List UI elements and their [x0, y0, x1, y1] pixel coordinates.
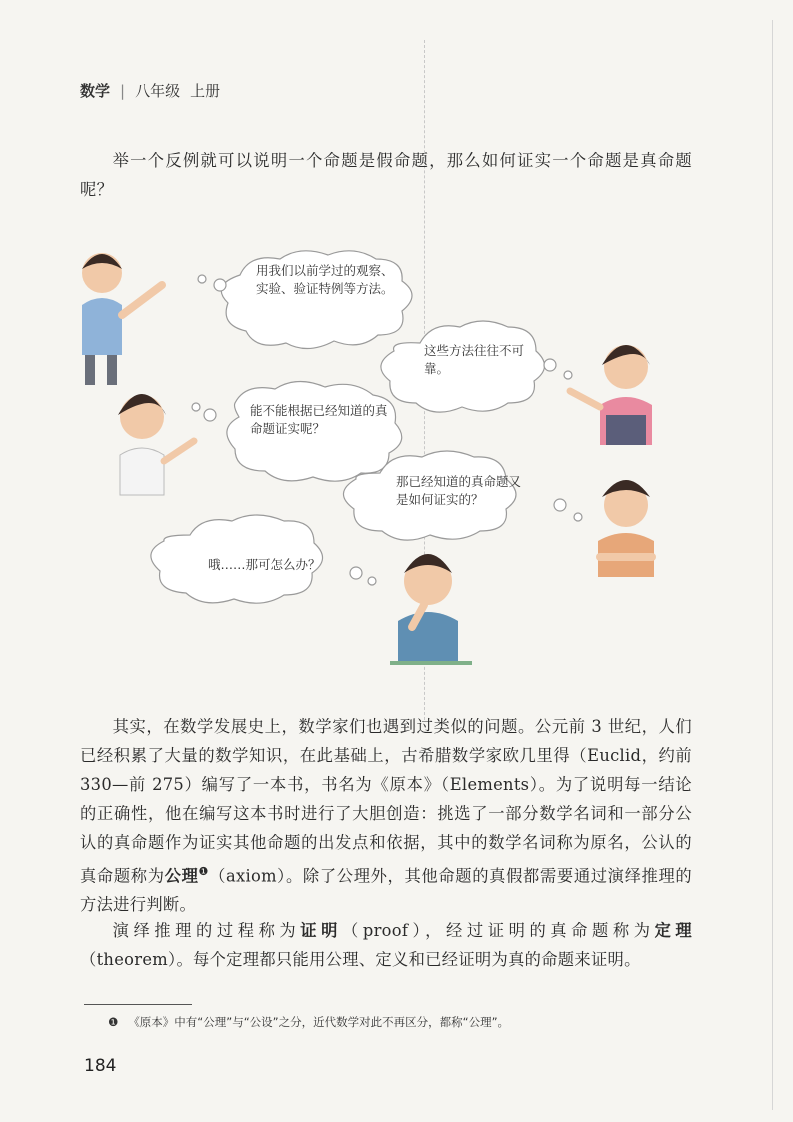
footnote-text: 《原本》中有“公理”与“公设”之分，近代数学对此不再区分，都称“公理”。 [128, 1015, 510, 1029]
header-volume: 上册 [190, 82, 221, 100]
student-girl-2 [118, 394, 194, 495]
bubble-text-4: 那已经知道的真命题又是如何证实的？ [396, 474, 522, 507]
term-axiom: 公理 [164, 866, 199, 886]
footnote-mark-bottom: ❶ [108, 1015, 119, 1029]
bubble-dot [574, 513, 582, 521]
footnote-mark: ❶ [198, 865, 210, 878]
intro-paragraph: 举一个反例就可以说明一个命题是假命题，那么如何证实一个命题是真命题呢？ [80, 151, 692, 199]
page-number: 184 [84, 1056, 117, 1076]
bubble-dot [192, 403, 200, 411]
bubble-dot [544, 359, 556, 371]
footnote [108, 1014, 509, 1030]
bubble-dot [198, 275, 206, 283]
student-boy-1 [82, 253, 162, 385]
header-subject: 数学 [80, 82, 111, 100]
header-grade: 八年级 [135, 82, 181, 100]
student-boy-3 [390, 554, 472, 663]
bubble-text-1: 用我们以前学过的观察、实验、验证特例等方法。 [256, 263, 394, 296]
student-boy-2 [598, 480, 654, 577]
def-text-a: 演绎推理的过程称为 [112, 921, 301, 940]
bubble-dot [564, 371, 572, 379]
history-text-a: 其实，在数学发展史上，数学家们也遇到过类似的问题。公元前 3 世纪，人们已经积累了大量的数学知识，在此基础上，古希腊数学家欧几里得（Euclid，约前 330—前 275）编写了一本书，书名为《原本》（Elements）。为了说明每一结论的正确性，他在编写这本书时进行了大胆创造：挑选了一部分数学名词和一部分公认的真命题作为证实其他命题的出发点和依据，其中的数学名词称为原名，公认的真命题称为 [80, 717, 692, 886]
term-proof: 证明 [300, 921, 342, 940]
def-text-c: （theorem）。每个定理都只能用公理、定义和已经证明为真的命题来证明。 [80, 950, 641, 969]
bubble-text-5: 哦……那可怎么办？ [208, 557, 321, 572]
bubble-dot [204, 409, 216, 421]
term-theorem: 定理 [654, 921, 692, 940]
dialogue-illustration [60, 235, 700, 675]
bubble-text-2: 这些方法往往不可靠。 [424, 343, 525, 376]
student-girl-1 [570, 345, 652, 445]
history-text-b: （axiom）。除了公理外，其他命题的真假都需要通过演绎推理的方法进行判断。 [80, 866, 692, 915]
history-paragraph [80, 712, 692, 919]
page-edge-line [772, 20, 773, 1110]
def-text-b: （proof），经过证明的真命题称为 [342, 921, 655, 940]
running-header [80, 80, 220, 101]
footnote-rule [84, 1004, 192, 1005]
header-separator: | [120, 81, 126, 100]
bubble-dot [554, 499, 566, 511]
bubble-dot [368, 577, 376, 585]
definition-paragraph [80, 916, 692, 974]
bubble-dot [214, 279, 226, 291]
bubble-text-3: 能不能根据已经知道的真命题证实呢？ [250, 403, 388, 436]
bubble-dot [350, 567, 362, 579]
